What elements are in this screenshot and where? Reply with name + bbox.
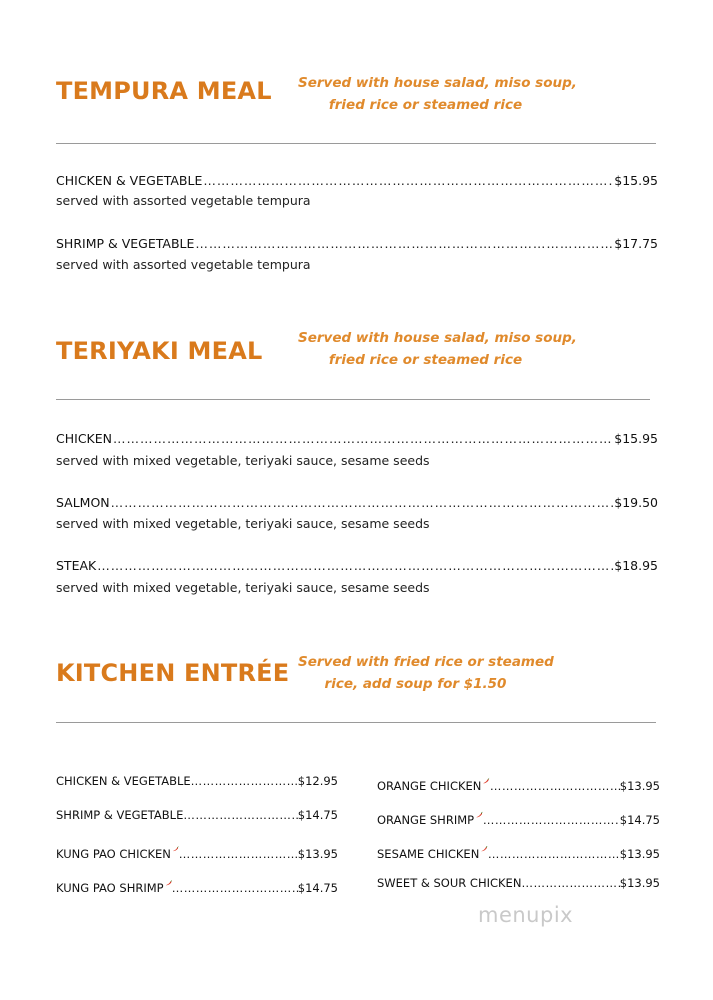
menu-item-entree-orange-shrimp [377, 806, 660, 829]
dot-leader [490, 777, 620, 795]
chili-pepper-icon [165, 874, 172, 892]
item-description: served with mixed vegetable, teriyaki sauce, sesame seeds [56, 580, 430, 595]
item-name: CHICKEN & VEGETABLE [56, 173, 203, 188]
divider [56, 143, 656, 144]
dot-leader [97, 557, 613, 575]
chili-pepper-icon [172, 840, 179, 858]
menu-item-entree-sesame-chicken [377, 840, 660, 863]
dot-leader [113, 430, 613, 448]
item-price: $19.50 [614, 495, 658, 510]
item-price: $17.75 [614, 236, 658, 251]
item-price: $13.95 [297, 847, 338, 861]
menu-item-teriyaki-salmon [56, 494, 658, 512]
item-description: served with assorted vegetable tempura [56, 257, 311, 272]
section-note-kitchen-entree [298, 651, 554, 695]
item-name: SWEET & SOUR CHICKEN [377, 876, 522, 890]
item-price: $13.95 [619, 847, 660, 861]
dot-leader [179, 845, 298, 863]
chili-pepper-icon [475, 806, 483, 824]
dot-leader [488, 845, 620, 863]
item-price: $15.95 [614, 173, 658, 188]
item-price: $13.95 [619, 779, 660, 793]
note-line: Served with house salad, miso soup, [298, 330, 577, 346]
item-price: $13.95 [619, 876, 660, 890]
divider [56, 399, 650, 400]
item-description: served with assorted vegetable tempura [56, 193, 311, 208]
item-name: CHICKEN [56, 431, 112, 446]
item-description: served with mixed vegetable, teriyaki sauce, sesame seeds [56, 516, 430, 531]
dot-leader [203, 172, 613, 190]
menu-item-teriyaki-chicken [56, 430, 658, 448]
section-title-teriyaki: TERIYAKI MEAL [56, 337, 263, 365]
section-title-tempura: TEMPURA MEAL [56, 77, 272, 105]
section-title-kitchen-entree: KITCHEN ENTRÉE [56, 659, 290, 687]
dot-leader [111, 494, 614, 512]
item-name: ORANGE CHICKEN [377, 779, 482, 793]
dot-leader [191, 772, 298, 790]
item-price: $15.95 [614, 431, 658, 446]
menu-item-entree-kung-pao-shrimp [56, 874, 338, 897]
item-name: CHICKEN & VEGETABLE [56, 774, 191, 788]
note-line: Served with house salad, miso soup, [298, 75, 577, 91]
chili-pepper-icon [480, 840, 488, 858]
item-price: $14.75 [297, 881, 338, 895]
item-name: ORANGE SHRIMP [377, 813, 475, 827]
chili-pepper-icon [482, 772, 489, 790]
note-line: Served with fried rice or steamed [298, 654, 554, 670]
item-price: $18.95 [614, 558, 658, 573]
menu-item-teriyaki-steak [56, 557, 658, 575]
item-price: $12.95 [297, 774, 338, 788]
section-note-teriyaki [298, 327, 577, 371]
item-price: $14.75 [297, 808, 338, 822]
divider [56, 722, 656, 723]
menu-item-tempura-shrimp [56, 235, 658, 253]
item-name: SALMON [56, 495, 110, 510]
note-line: fried rice or steamed rice [328, 97, 523, 113]
dot-leader [521, 874, 619, 892]
menu-item-entree-sweet-sour-chicken [377, 874, 660, 892]
note-line: fried rice or steamed rice [328, 352, 523, 368]
menu-item-entree-orange-chicken [377, 772, 660, 795]
watermark: menupix [478, 903, 574, 927]
dot-leader [183, 806, 297, 824]
menu-item-entree-shrimp-vegetable [56, 806, 338, 824]
note-line: rice, add soup for $1.50 [324, 676, 507, 692]
menu-item-entree-chicken-vegetable [56, 772, 338, 790]
dot-leader [483, 811, 620, 829]
dot-leader [195, 235, 613, 253]
item-name: SESAME CHICKEN [377, 847, 480, 861]
item-description: served with mixed vegetable, teriyaki sauce, sesame seeds [56, 453, 430, 468]
item-name: KUNG PAO SHRIMP [56, 881, 164, 895]
item-name: SHRIMP & VEGETABLE [56, 808, 184, 822]
dot-leader [172, 879, 298, 897]
menu-item-tempura-chicken [56, 172, 658, 190]
item-name: STEAK [56, 558, 97, 573]
item-name: SHRIMP & VEGETABLE [56, 236, 195, 251]
section-note-tempura [298, 72, 577, 116]
item-price: $14.75 [619, 813, 660, 827]
item-name: KUNG PAO CHICKEN [56, 847, 171, 861]
menu-item-entree-kung-pao-chicken [56, 840, 338, 863]
